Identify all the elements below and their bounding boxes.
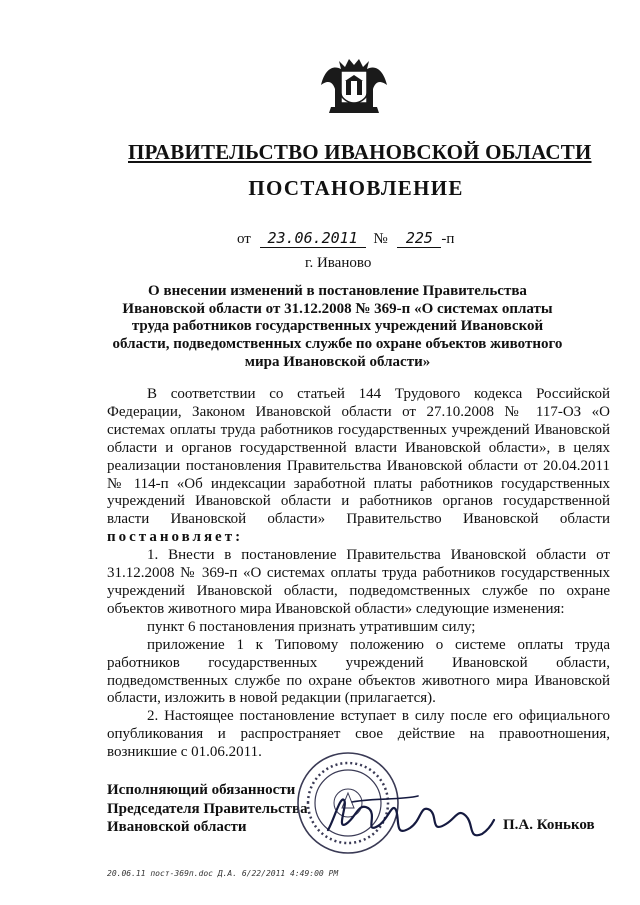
item-1-a: пункт 6 постановления признать утратившим силу; — [147, 618, 476, 635]
file-footer: 20.06.11 пост-369п.doc Д.А. 6/22/2011 4:49:00 PM — [107, 869, 339, 878]
item-2: 2. Настоящее постановление вступает в силу после его официального опубликования и распространяет свое действие на правоотношения, возникшие с 01.06.2011. — [107, 708, 610, 761]
date-number-line — [237, 229, 454, 248]
signer-name: П.А. Коньков — [503, 817, 595, 833]
item-1-b: приложение 1 к Типовому положению о системе оплаты труда работников государственных учреждений Ивановской области, подведомственных службе по охране объектов животного мира Ивановской области, изложить в новой редакции (прилагается). — [107, 636, 610, 707]
document-date: 23.06.2011 — [260, 229, 366, 248]
number-prefix: № — [373, 231, 388, 247]
signatory-line-2: Председателя Правительства — [107, 800, 308, 817]
date-prefix: от — [237, 231, 251, 247]
signatory-line-3: Ивановской области — [107, 819, 247, 836]
signatory-line-1: Исполняющий обязанности — [107, 782, 296, 798]
document-type: ПОСТАНОВЛЕНИЕ — [248, 176, 464, 200]
number-suffix: -п — [441, 231, 455, 247]
document-title: О внесении изменений в постановление Правительства Ивановской области от 31.12.2008 № 369-п «О системах оплаты труда работников государственных учреждений Ивановской области, подведомственных службе по охране объектов животного мира Ивановской области» — [112, 283, 563, 370]
resolves-word: постановляет: — [107, 529, 244, 546]
handwritten-signature — [322, 790, 497, 845]
item-1: 1. Внести в постановление Правительства Ивановской области от 31.12.2008 № 369-п «О системах оплаты труда работников государственных учреждений Ивановской области, подведомственных службе по охране объектов животного мира Ивановской области» следующие изменения: — [107, 547, 610, 617]
signatory-block — [107, 781, 308, 837]
government-heading: ПРАВИТЕЛЬСТВО ИВАНОВСКОЙ ОБЛАСТИ — [128, 140, 592, 164]
document-number: 225 — [397, 229, 441, 248]
document-body — [107, 386, 610, 762]
coat-of-arms-icon — [319, 55, 389, 117]
preamble-paragraph: В соответствии со статьей 144 Трудового кодекса Российской Федерации, Законом Ивановской области от 27.10.2008 № 117-ОЗ «О системах оплаты труда работников государственных учреждений Ивановской области и органов государственной власти Ивановской области», в целях реализации постановления Правительства Ивановской области от 20.04.2011 № 114-п «Об индексации заработной платы работников государственных учреждений Ивановской области и работников органов государственной власти Ивановской области» Правительство Ивановской области постановляет: — [107, 386, 610, 546]
city: г. Иваново — [305, 255, 372, 271]
